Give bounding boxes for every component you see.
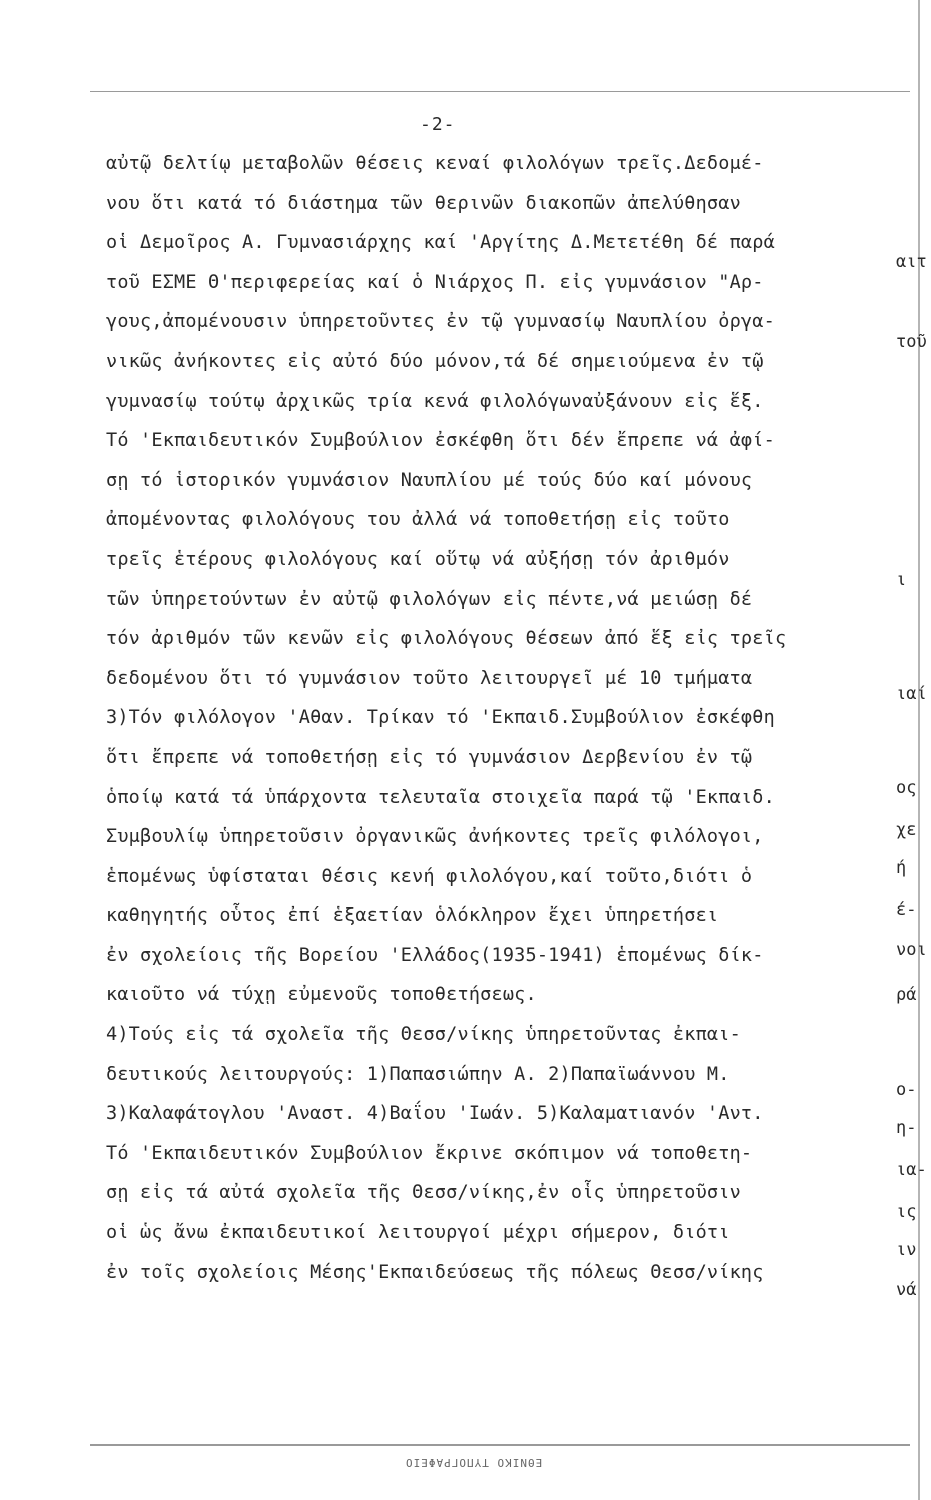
document-body <box>106 144 906 1292</box>
text-line: 4)Τούς εἰς τά σχολεῖα τῆς Θεσσ/νίκης ὑπηρετοῦντας ἐκπαι- <box>106 1024 741 1046</box>
margin-fragment: νοι <box>896 940 927 960</box>
margin-fragment: ος <box>896 778 917 798</box>
text-line: δεδομένου ὅτι τό γυμνάσιον τοῦτο λειτουργεῖ μέ 10 τμήματα <box>106 667 753 689</box>
text-line: ἀπομένοντας φιλολόγους του ἀλλά νά τοποθετήσῃ εἰς τοῦτο <box>106 509 730 531</box>
margin-fragment: ο- <box>896 1080 917 1100</box>
text-line: Συμβουλίῳ ὑπηρετοῦσιν ὀργανικῶς ἀνήκοντες τρεῖς φιλόλογοι, <box>106 826 764 848</box>
text-line: 3)Τόν φιλόλογον 'Αθαν. Τρίκαν τό 'Εκπαιδ.Συμβούλιον ἐσκέφθη <box>106 707 775 729</box>
text-line: οἱ Δεμοῖρος Α. Γυμνασιάρχης καί 'Αργίτης Δ.Μετετέθη δέ παρά <box>106 232 775 254</box>
text-line: ἐν τοῖς σχολείοις Μέσης'Εκπαιδεύσεως τῆς πόλεως Θεσσ/νίκης <box>106 1261 764 1283</box>
page-number: -2- <box>420 114 456 135</box>
text-line: δευτικούς λειτουργούς: 1)Παπασιώπην Α. 2)Παπαϊωάννου Μ. <box>106 1063 730 1085</box>
text-line: σῃ εἰς τά αὐτά σχολεῖα τῆς Θεσσ/νίκης,ἐν οἷς ὑπηρετοῦσιν <box>106 1182 741 1204</box>
margin-fragment: η- <box>896 1118 917 1138</box>
text-line: καιοῦτο νά τύχῃ εὐμενοῦς τοποθετήσεως. <box>106 984 537 1006</box>
text-line: οἱ ὡς ἄνω ἐκπαιδευτικοί λειτουργοί μέχρι σήμερον, διότι <box>106 1222 730 1244</box>
text-line: νικῶς ἀνήκοντες εἰς αὐτό δύο μόνον,τά δέ σημειούμενα ἐν τῷ <box>106 350 764 372</box>
margin-fragment: ις <box>896 1202 917 1222</box>
text-line: τρεῖς ἑτέρους φιλολόγους καί οὕτῳ νά αὐξήσῃ τόν ἀριθμόν <box>106 548 730 570</box>
margin-fragment: ι <box>896 570 907 590</box>
text-line: αὐτῷ δελτίῳ μεταβολῶν θέσεις κεναί φιλολόγων τρεῖς.Δεδομέ- <box>106 153 764 174</box>
margin-fragment: ια- <box>896 1160 927 1180</box>
text-line: ὁποίῳ κατά τά ὑπάρχοντα τελευταῖα στοιχεῖα παρά τῷ 'Εκπαιδ. <box>106 786 775 808</box>
margin-fragment: ή <box>896 858 907 878</box>
right-rule <box>918 0 920 1500</box>
margin-fragment: ρά <box>896 985 917 1005</box>
text-line: τῶν ὑπηρετούντων ἐν αὐτῷ φιλολόγων εἰς πέντε,νά μειώσῃ δέ <box>106 588 753 610</box>
footer-stamp: ΕΘΝΙΚΟ ΤΥΠΟΓΡΑΦΕΙΟ <box>405 1456 543 1469</box>
text-line: τόν ἀριθμόν τῶν κενῶν εἰς φιλολόγους θέσεων ἀπό ἕξ εἰς τρεῖς <box>106 628 787 650</box>
margin-fragment: χε <box>896 820 917 840</box>
top-rule <box>90 91 910 92</box>
margin-fragment: αιτ <box>896 252 927 272</box>
text-line: ἑπομένως ὑφίσταται θέσις κενή φιλολόγου,καί τοῦτο,διότι ὁ <box>106 865 753 887</box>
text-line: 3)Καλαφάτογλου 'Αναστ. 4)Βαΐου 'Ιωάν. 5)Καλαματιανόν 'Αντ. <box>106 1103 764 1125</box>
margin-fragment: ιν <box>896 1240 917 1260</box>
text-line: Τό 'Εκπαιδευτικόν Συμβούλιον ἔκρινε σκόπιμον νά τοποθετη- <box>106 1142 753 1164</box>
text-line: τοῦ ΕΣΜΕ Θ'περιφερείας καί ὁ Νιάρχος Π. εἰς γυμνάσιον "Αρ- <box>106 271 764 293</box>
bottom-rule <box>90 1444 910 1446</box>
text-line: ἐν σχολείοις τῆς Βορείου 'Ελλάδος(1935-1941) ἑπομένως δίκ- <box>106 944 764 966</box>
text-line: γυμνασίῳ τούτῳ ἀρχικῶς τρία κενά φιλολόγωναὐξάνουν εἰς ἕξ. <box>106 390 764 412</box>
margin-fragment: ιαί <box>896 684 927 704</box>
margin-fragment: τοῦ <box>896 332 927 352</box>
text-line: νου ὅτι κατά τό διάστημα τῶν θερινῶν διακοπῶν ἀπελύθησαν <box>106 192 741 214</box>
margin-fragment: έ- <box>896 900 917 920</box>
margin-fragment: νά <box>896 1280 917 1300</box>
text-line: ὅτι ἔπρεπε νά τοποθετήσῃ εἰς τό γυμνάσιον Δερβενίου ἐν τῷ <box>106 746 753 768</box>
text-line: Τό 'Εκπαιδευτικόν Συμβούλιον ἐσκέφθη ὅτι δέν ἔπρεπε νά ἀφί- <box>106 430 775 452</box>
text-line: καθηγητής οὗτος ἐπί ἑξαετίαν ὁλόκληρον ἔχει ὑπηρετήσει <box>106 905 719 927</box>
text-line: γους,ἀπομένουσιν ὑπηρετοῦντες ἐν τῷ γυμνασίῳ Ναυπλίου ὀργα- <box>106 311 775 333</box>
text-line: σῃ τό ἱστορικόν γυμνάσιον Ναυπλίου μέ τούς δύο καί μόνους <box>106 469 753 491</box>
